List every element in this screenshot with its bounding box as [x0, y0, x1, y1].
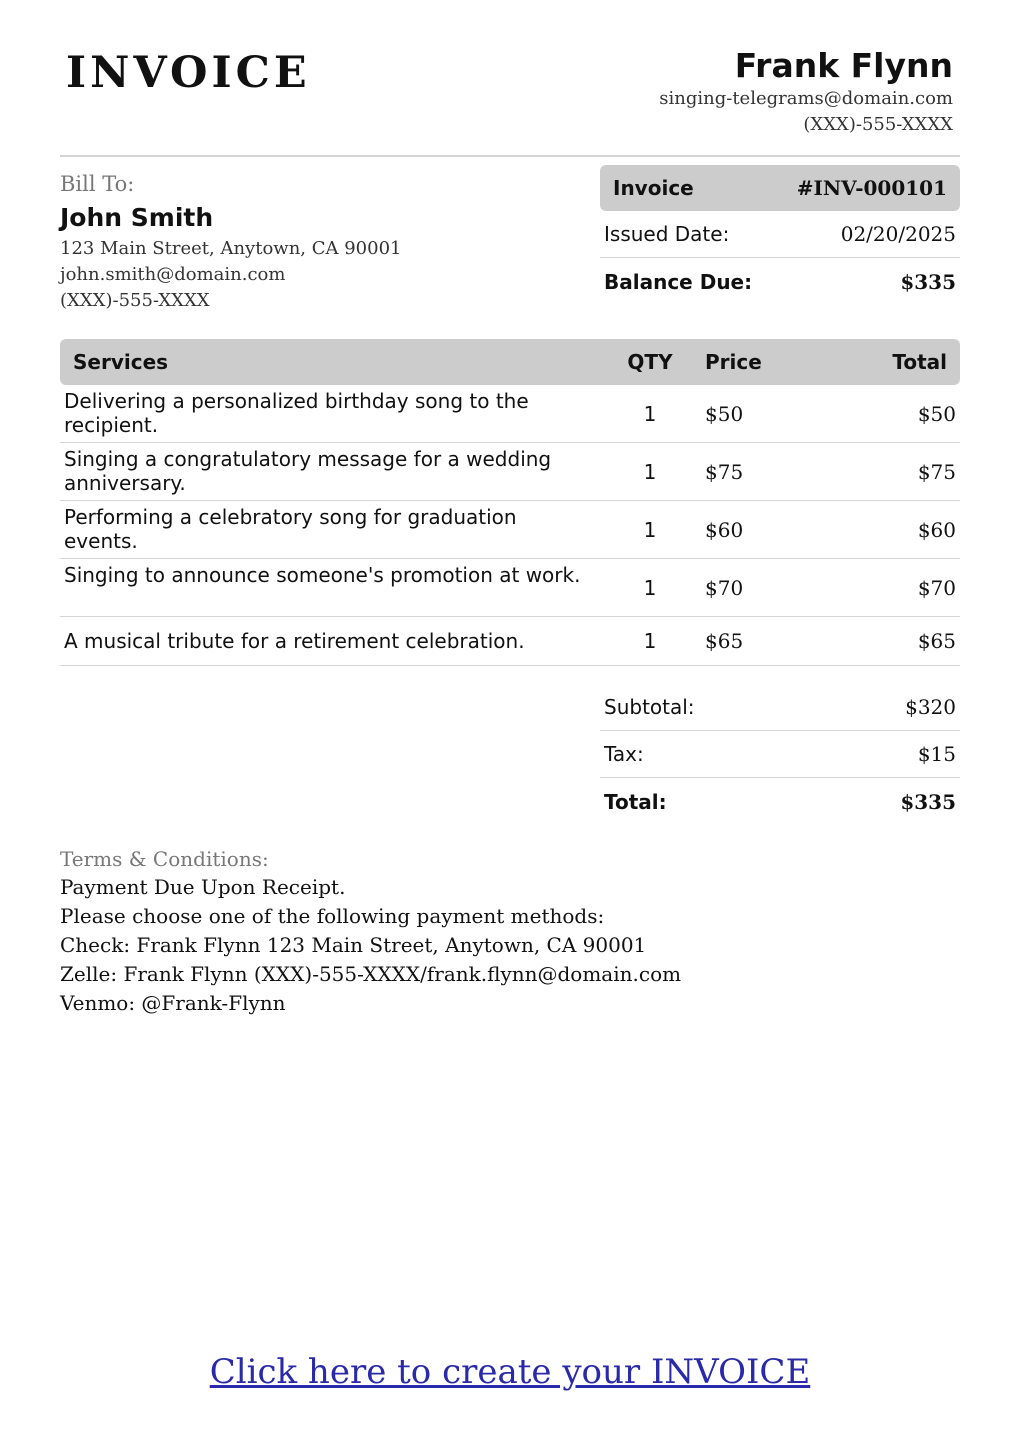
issued-date-row	[600, 211, 960, 258]
seller-email: singing-telegrams@domain.com	[659, 88, 953, 109]
tax-label: Tax:	[604, 742, 644, 766]
client-email: john.smith@domain.com	[60, 264, 286, 285]
client-phone: (XXX)-555-XXXX	[60, 290, 210, 311]
bill-to-section	[60, 170, 580, 314]
services-table-body	[60, 385, 960, 666]
tax-row	[600, 731, 960, 778]
invoice-number-bar	[600, 165, 960, 211]
services-header: Services	[73, 350, 169, 374]
price-header: Price	[705, 350, 762, 374]
invoice-header	[60, 0, 960, 157]
terms-line: Zelle: Frank Flynn (XXX)-555-XXXX/frank.flynn@domain.com	[60, 962, 682, 986]
balance-due-row	[600, 258, 960, 305]
terms-line: Venmo: @Frank-Flynn	[60, 991, 286, 1015]
seller-info	[659, 46, 953, 138]
terms-line: Check: Frank Flynn 123 Main Street, Anytown, CA 90001	[60, 933, 647, 957]
services-table	[60, 339, 960, 666]
services-table-header	[60, 339, 960, 385]
balance-due-label: Balance Due:	[604, 269, 753, 294]
subtotal-value: $320	[905, 695, 956, 719]
subtotal-label: Subtotal:	[604, 695, 695, 719]
service-qty: 1	[643, 629, 657, 653]
service-price: $50	[705, 402, 744, 426]
issued-date-value: 02/20/2025	[840, 222, 956, 246]
total-row	[600, 778, 960, 825]
table-row	[60, 559, 960, 617]
service-price: $70	[705, 576, 744, 600]
terms-label: Terms & Conditions:	[60, 847, 269, 871]
service-price: $65	[705, 629, 744, 653]
qty-header: QTY	[627, 350, 673, 374]
table-row	[60, 443, 960, 501]
seller-phone: (XXX)-555-XXXX	[803, 114, 953, 135]
totals-section	[600, 684, 960, 825]
invoice-meta	[600, 165, 960, 305]
service-description: Singing to announce someone's promotion at work.	[64, 563, 581, 587]
service-qty: 1	[643, 576, 657, 600]
service-description: Delivering a personalized birthday song to the recipient.	[64, 389, 529, 437]
service-total: $65	[917, 629, 956, 653]
client-address: 123 Main Street, Anytown, CA 90001	[60, 238, 402, 259]
total-label: Total:	[604, 789, 667, 814]
service-total: $75	[917, 460, 956, 484]
document-title: INVOICE	[66, 48, 311, 98]
seller-name: Frank Flynn	[734, 46, 953, 85]
tax-value: $15	[917, 742, 956, 766]
table-row	[60, 501, 960, 559]
service-description: A musical tribute for a retirement celebration.	[64, 629, 525, 653]
invoice-page	[60, 0, 960, 1443]
service-total: $50	[917, 402, 956, 426]
total-header: Total	[892, 350, 947, 374]
service-description: Singing a congratulatory message for a wedding anniversary.	[64, 447, 552, 495]
subtotal-row	[600, 684, 960, 731]
service-total: $70	[917, 576, 956, 600]
terms-line: Please choose one of the following payment methods:	[60, 904, 605, 928]
service-qty: 1	[643, 518, 657, 542]
service-total: $60	[917, 518, 956, 542]
balance-due-value: $335	[900, 269, 956, 294]
total-value: $335	[900, 789, 956, 814]
invoice-label: Invoice	[613, 176, 694, 200]
service-description: Performing a celebratory song for graduation events.	[64, 505, 517, 553]
issued-date-label: Issued Date:	[604, 222, 730, 246]
terms-section	[60, 845, 960, 1018]
table-row	[60, 617, 960, 666]
invoice-number: #INV-000101	[796, 176, 947, 200]
terms-line: Payment Due Upon Receipt.	[60, 875, 346, 899]
table-row	[60, 385, 960, 443]
service-price: $75	[705, 460, 744, 484]
bill-to-label: Bill To:	[60, 172, 135, 196]
service-qty: 1	[643, 460, 657, 484]
client-name: John Smith	[60, 203, 214, 232]
service-price: $60	[705, 518, 744, 542]
create-invoice-link[interactable]: Click here to create your INVOICE	[209, 1352, 811, 1392]
service-qty: 1	[643, 402, 657, 426]
